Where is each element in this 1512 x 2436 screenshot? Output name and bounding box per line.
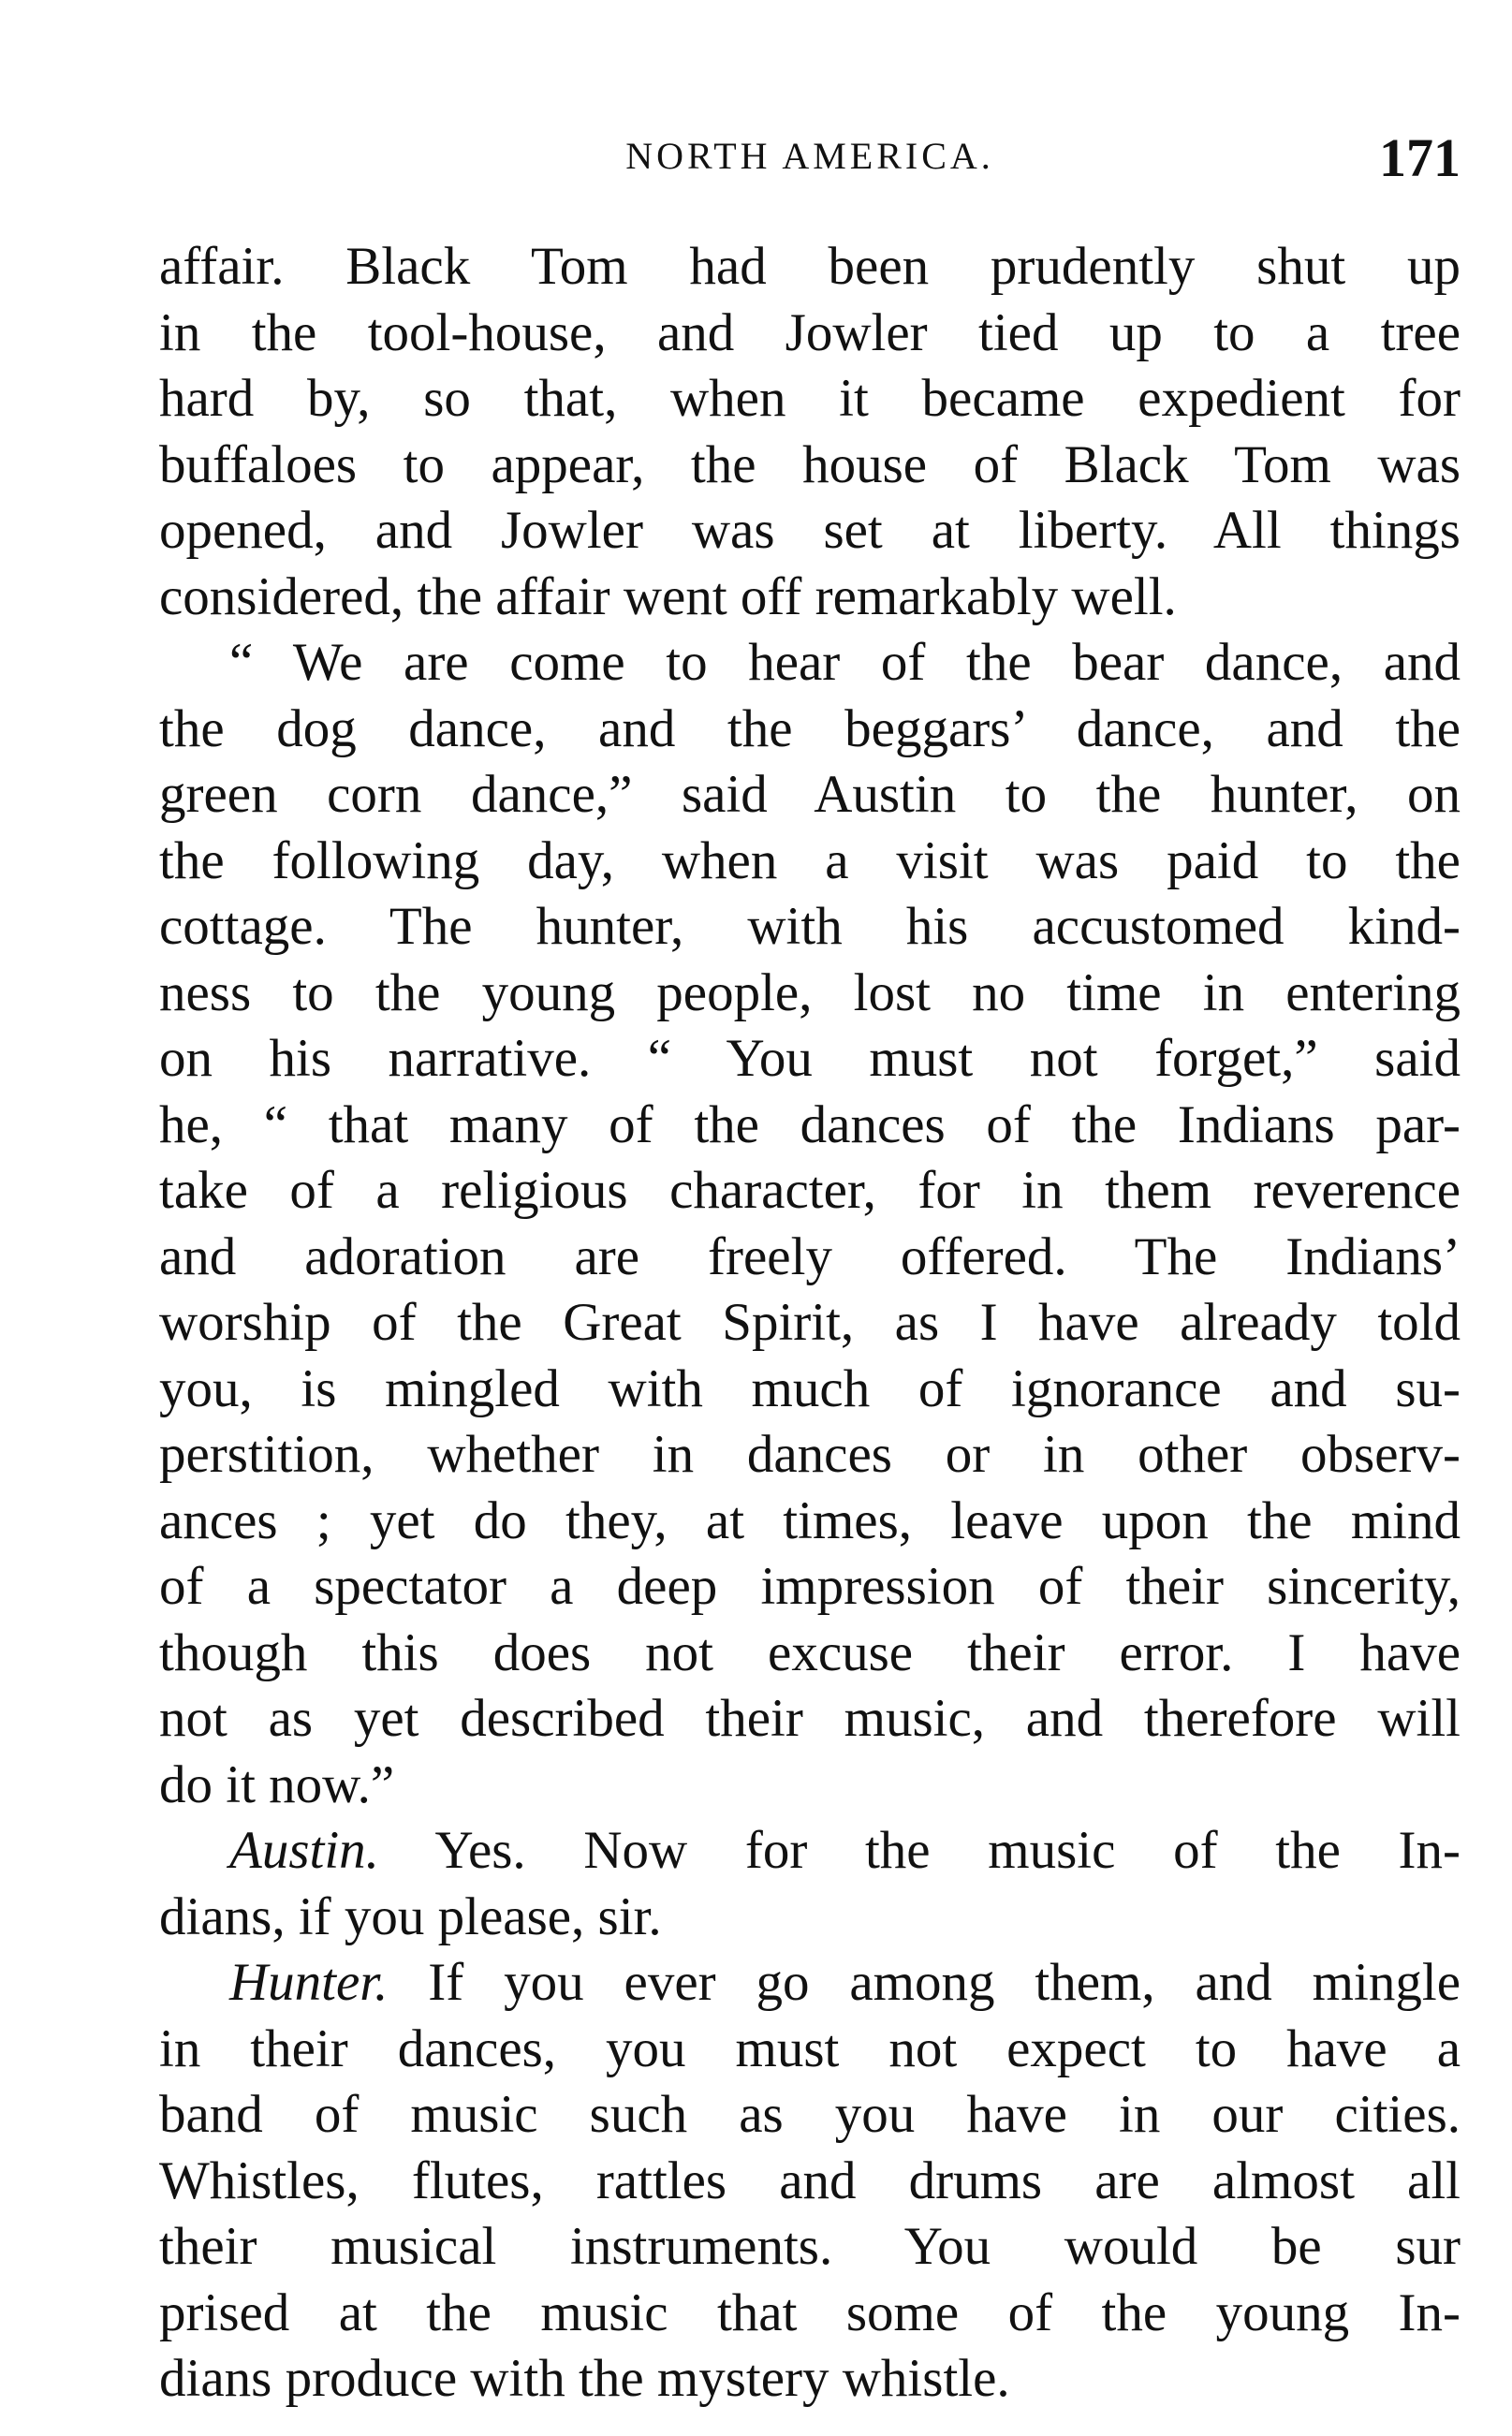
line-text: band of music such as you have in our cities. xyxy=(159,2085,1461,2144)
line-text: not as yet described their music, and therefore will xyxy=(159,1689,1461,1748)
line-text: prised at the music that some of the young In- xyxy=(159,2282,1461,2342)
text-line xyxy=(159,1818,1461,1885)
text-line xyxy=(159,1621,1461,1687)
line-text: and adoration are freely offered. The Indians’ xyxy=(159,1226,1461,1286)
text-line xyxy=(159,829,1461,895)
text-line xyxy=(159,1885,1461,1951)
line-text: affair. Black Tom had been prudently shut up xyxy=(159,237,1461,296)
text-line xyxy=(159,1753,1461,1819)
text-line xyxy=(159,1093,1461,1159)
line-text: though this does not excuse their error. I have xyxy=(159,1622,1461,1682)
text-line xyxy=(159,1554,1461,1621)
text-line xyxy=(159,1422,1461,1489)
line-text: Whistles, flutes, rattles and drums are almost all xyxy=(159,2150,1461,2210)
line-text: dians produce with the mystery whistle. xyxy=(159,2349,1010,2408)
line-text: you, is mingled with much of ignorance and su- xyxy=(159,1358,1461,1418)
text-line xyxy=(159,2346,1461,2413)
text-line xyxy=(159,1026,1461,1093)
text-line xyxy=(159,2281,1461,2347)
text-line xyxy=(159,301,1461,367)
text-line xyxy=(159,1290,1461,1357)
text-line xyxy=(159,894,1461,961)
text-line xyxy=(159,1357,1461,1423)
text-line xyxy=(159,498,1461,565)
text-line xyxy=(159,2017,1461,2083)
text-line xyxy=(159,1686,1461,1753)
text-line xyxy=(159,565,1461,631)
speaker-label: Austin. xyxy=(229,1821,379,1880)
line-text: in the tool-house, and Jowler tied up to a tree xyxy=(159,302,1461,362)
line-text: ness to the young people, lost no time in entering xyxy=(159,962,1461,1022)
text-line xyxy=(159,961,1461,1027)
line-text: green corn dance,” said Austin to the hunter, on xyxy=(159,765,1461,824)
text-line xyxy=(159,366,1461,433)
text-line xyxy=(159,2082,1461,2149)
running-head: NORTH AMERICA. xyxy=(625,135,994,177)
line-text: opened, and Jowler was set at liberty. All things xyxy=(159,501,1461,560)
line-text: the following day, when a visit was paid to the xyxy=(159,830,1461,890)
line-text: worship of the Great Spirit, as I have already told xyxy=(159,1293,1461,1352)
line-text: the dog dance, and the beggars’ dance, and the xyxy=(159,698,1461,758)
text-line xyxy=(159,697,1461,763)
line-text: perstition, whether in dances or in other observ- xyxy=(159,1425,1461,1484)
line-text: dians, if you please, sir. xyxy=(159,1886,662,1946)
line-text: “ We are come to hear of the bear dance, and xyxy=(229,633,1461,692)
text-line xyxy=(159,1225,1461,1291)
line-text: buffaloes to appear, the house of Black Tom was xyxy=(159,434,1461,494)
line-text: Yes. Now for the music of the In- xyxy=(378,1821,1461,1880)
line-text: If you ever go among them, and mingle xyxy=(388,1953,1461,2012)
text-line xyxy=(159,234,1461,301)
text-line xyxy=(159,762,1461,829)
line-text: considered, the affair went off remarkably well. xyxy=(159,566,1177,626)
text-line xyxy=(159,630,1461,697)
line-text: take of a religious character, for in them reverence xyxy=(159,1161,1461,1220)
page-number: 171 xyxy=(1379,127,1461,188)
line-text: do it now.” xyxy=(159,1754,395,1814)
text-line xyxy=(159,1950,1461,2017)
text-line xyxy=(159,1158,1461,1225)
line-text: cottage. The hunter, with his accustomed kind- xyxy=(159,897,1461,956)
text-line xyxy=(159,2214,1461,2281)
line-text: hard by, so that, when it became expedient for xyxy=(159,369,1461,428)
line-text: on his narrative. “ You must not forget,” said xyxy=(159,1029,1461,1088)
line-text: he, “ that many of the dances of the Indians par- xyxy=(159,1094,1461,1154)
text-line xyxy=(159,1489,1461,1555)
line-text: ances ; yet do they, at times, leave upon the mind xyxy=(159,1490,1461,1550)
speaker-label: Hunter. xyxy=(229,1953,389,2012)
body-text xyxy=(159,234,1461,2413)
text-line xyxy=(159,2149,1461,2215)
page-header xyxy=(159,126,1461,201)
text-line xyxy=(159,433,1461,499)
line-text: in their dances, you must not expect to have a xyxy=(159,2018,1461,2078)
line-text: their musical instruments. You would be sur xyxy=(159,2217,1461,2276)
line-text: of a spectator a deep impression of their sincerity, xyxy=(159,1557,1461,1616)
